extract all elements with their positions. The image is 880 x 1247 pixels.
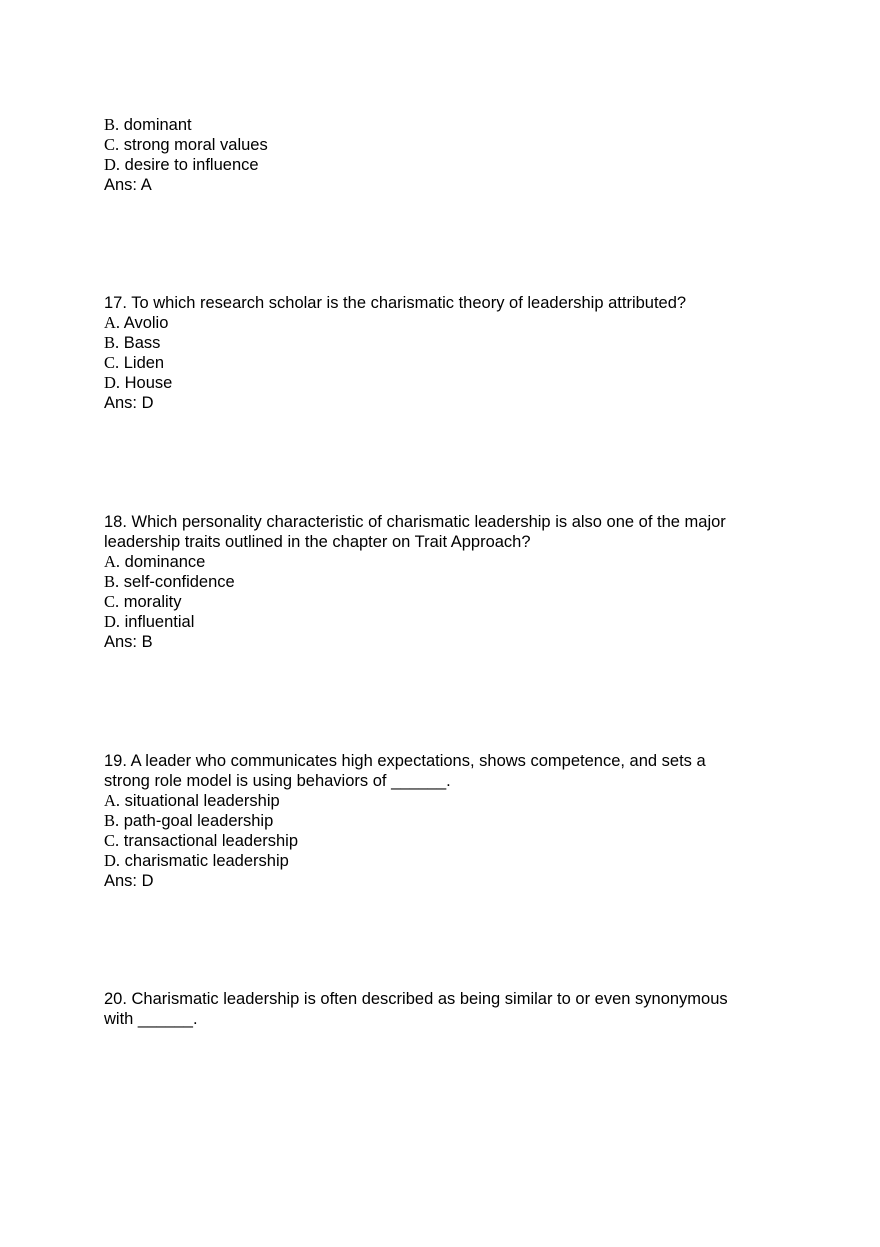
option-text: desire to influence [124, 156, 259, 174]
option-letter: D. [104, 851, 121, 870]
answer-line: Ans: D [104, 394, 154, 412]
option-text: path-goal leadership [123, 812, 274, 830]
option-d [104, 373, 784, 393]
option-letter: D. [104, 612, 121, 631]
option-letter: A. [104, 791, 121, 810]
option-letter: C. [104, 135, 120, 154]
option-text: strong moral values [123, 136, 268, 154]
option-text: House [124, 374, 173, 392]
option-a [104, 552, 784, 572]
answer-line: Ans: A [104, 176, 152, 194]
option-text: dominance [124, 553, 206, 571]
option-letter: C. [104, 831, 120, 850]
option-letter: C. [104, 353, 120, 372]
option-letter: D. [104, 373, 121, 392]
question-16-block [104, 115, 784, 195]
option-c [104, 353, 784, 373]
option-text: transactional leadership [123, 832, 299, 850]
option-c [104, 592, 784, 612]
option-letter: B. [104, 572, 120, 591]
option-letter: A. [104, 552, 121, 571]
option-d [104, 851, 784, 871]
option-letter: B. [104, 333, 120, 352]
option-text: situational leadership [124, 792, 280, 810]
option-letter: C. [104, 592, 120, 611]
question-text-line-2: strong role model is using behaviors of ______. [104, 772, 451, 790]
option-b [104, 115, 784, 135]
option-letter: A. [104, 313, 121, 332]
question-19-block [104, 751, 784, 891]
question-text-line-2: leadership traits outlined in the chapter on Trait Approach? [104, 533, 531, 551]
option-text: Bass [123, 334, 161, 352]
option-letter: D. [104, 155, 121, 174]
option-b [104, 811, 784, 831]
option-text: morality [123, 593, 182, 611]
option-text: Avolio [123, 314, 169, 332]
question-text-line-1: 18. Which personality characteristic of charismatic leadership is also one of the major [104, 513, 726, 531]
question-text-line-1: 19. A leader who communicates high expectations, shows competence, and sets a [104, 752, 706, 770]
option-text: influential [124, 613, 195, 631]
question-17-block [104, 293, 784, 413]
option-letter: B. [104, 811, 120, 830]
option-text: charismatic leadership [124, 852, 289, 870]
answer-line: Ans: D [104, 872, 154, 890]
option-c [104, 135, 784, 155]
option-b [104, 572, 784, 592]
question-text: 17. To which research scholar is the charismatic theory of leadership attributed? [104, 294, 687, 312]
answer-line: Ans: B [104, 633, 153, 651]
question-text-line-2: with ______. [104, 1010, 198, 1028]
option-a [104, 313, 784, 333]
option-text: self-confidence [123, 573, 235, 591]
question-20-block [104, 989, 784, 1029]
option-c [104, 831, 784, 851]
option-text: dominant [123, 116, 192, 134]
option-d [104, 612, 784, 632]
option-b [104, 333, 784, 353]
option-d [104, 155, 784, 175]
question-18-block [104, 512, 784, 652]
option-text: Liden [123, 354, 165, 372]
option-a [104, 791, 784, 811]
question-text-line-1: 20. Charismatic leadership is often described as being similar to or even synonymous [104, 990, 728, 1008]
option-letter: B. [104, 115, 120, 134]
